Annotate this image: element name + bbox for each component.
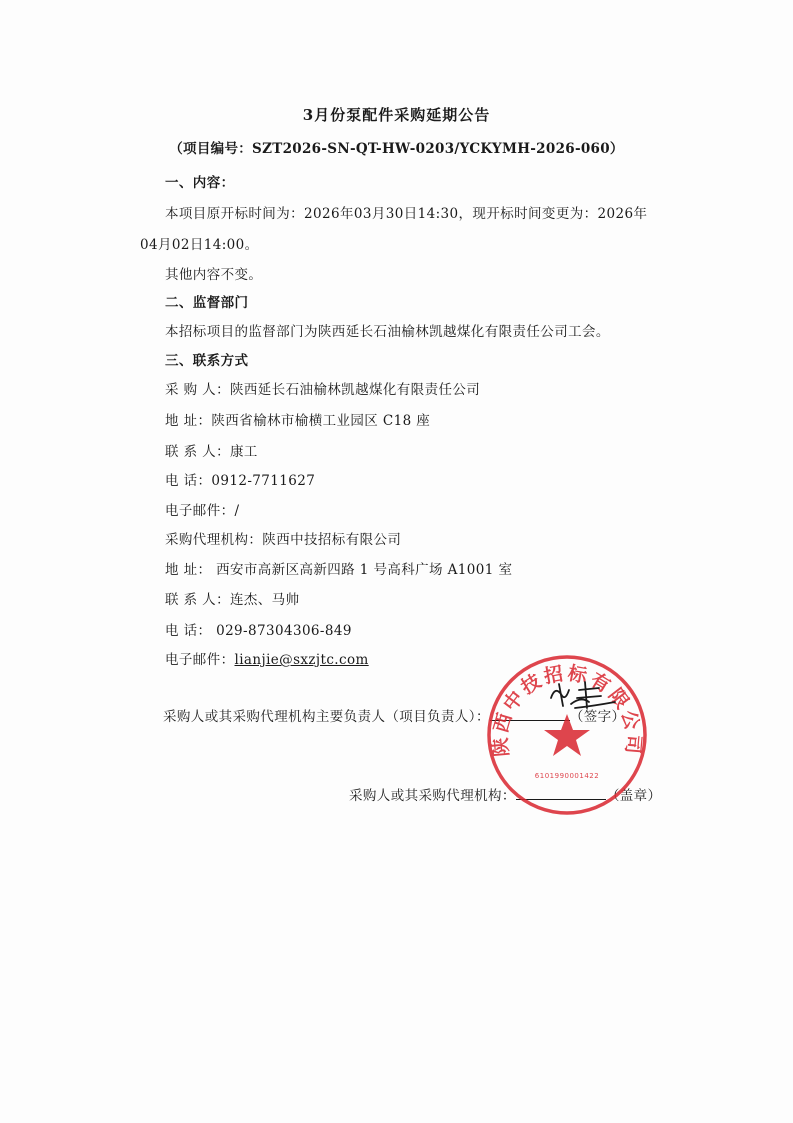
section-1-line-2: 04月02日14:00。 <box>140 237 259 253</box>
agency-name: 采购代理机构：陕西中技招标有限公司 <box>165 532 402 548</box>
section-1-heading: 一、内容： <box>165 175 235 191</box>
agency-email-link[interactable]: lianjie@sxzjtc.com <box>234 652 369 668</box>
document-title: 3月份泵配件采购延期公告 <box>302 106 491 124</box>
agency-email-label: 电子邮件： <box>165 652 235 668</box>
agency-email-row <box>165 648 369 668</box>
project-number: （项目编号：SZT2026-SN-QT-HW-0203/YCKYMH-2026-060） <box>169 141 624 157</box>
signer-suffix: （签字） <box>569 709 626 725</box>
agency-address: 地 址： 西安市高新区高新四路 1 号高科广场 A1001 室 <box>165 562 513 578</box>
purchaser-email: 电子邮件：/ <box>165 503 240 519</box>
purchaser-contact: 联 系 人：康工 <box>165 444 258 460</box>
section-1-line-3: 其他内容不变。 <box>165 267 263 283</box>
section-2-line-1: 本招标项目的监督部门为陕西延长石油榆林凯越煤化有限责任公司工会。 <box>165 324 610 340</box>
agency-contact: 联 系 人：连杰、马帅 <box>165 592 300 608</box>
handwritten-signature <box>545 676 625 716</box>
section-1-line-1: 本项目原开标时间为：2026年03月30日14:30，现开标时间变更为：2026年 <box>165 206 648 222</box>
signer-label: 采购人或其采购代理机构主要负责人（项目负责人）： <box>163 709 490 725</box>
purchaser-address: 地 址：陕西省榆林市榆横工业园区 C18 座 <box>165 413 431 429</box>
seal-suffix: （盖章） <box>605 788 662 804</box>
purchaser-name: 采 购 人：陕西延长石油榆林凯越煤化有限责任公司 <box>165 382 481 398</box>
section-3-heading: 三、联系方式 <box>165 353 249 369</box>
purchaser-phone: 电 话：0912-7711627 <box>165 473 316 489</box>
seal-code-text: 6101990001422 <box>534 772 600 780</box>
seal-star-icon <box>544 714 590 756</box>
seal-ring-text: 陕西中技招标有限公司 <box>489 662 645 758</box>
section-2-heading: 二、监督部门 <box>165 295 249 311</box>
seal-label: 采购人或其采购代理机构： <box>349 788 516 804</box>
agency-phone: 电 话： 029-87304306-849 <box>165 623 352 639</box>
